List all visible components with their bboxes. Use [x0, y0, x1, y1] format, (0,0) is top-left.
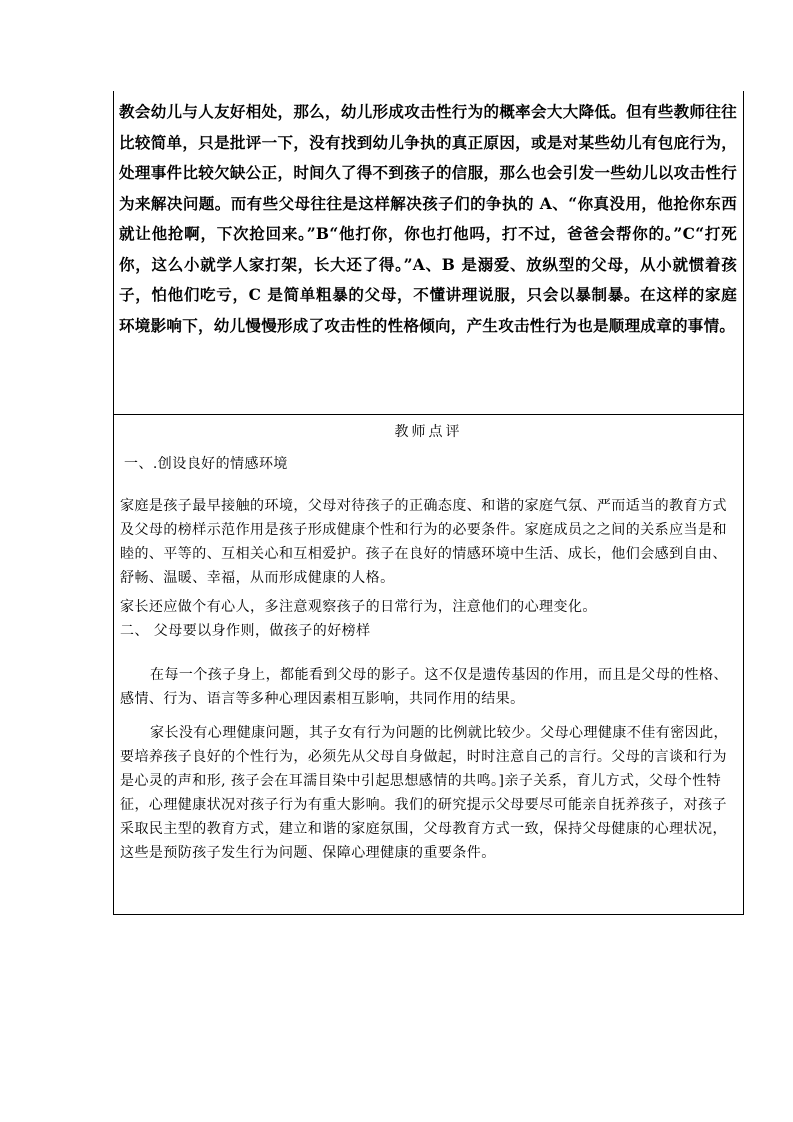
- paragraph-attentive-parent: 家长还应做个有心人，多注意观察孩子的日常行为，注意他们的心理变化。: [120, 599, 597, 615]
- paragraph-parent-shadow: 在每一个孩子身上，都能看到父母的影子。这不仅是遗传基因的作用，而且是父母的性格、感情、行为、语言等多种心理因素相互影响，共同作用的结果。: [120, 667, 728, 707]
- section-heading-emotional-environment: 一、.创设良好的情感环境: [124, 456, 288, 472]
- teacher-comment-header: 教师点评: [394, 424, 463, 440]
- document-table: [113, 91, 744, 915]
- paragraph-mental-health: 家长没有心理健康问题，其子女有行为问题的比例就比较少。父母心理健康不佳有密因此，要培养孩子良好的个性行为，必须先从父母自身做起，时时注意自己的言行。父母的言谈和行为是心灵的声和形, 孩子会在耳濡目染中引起思想感情的共鸣。]亲子关系，育儿方式，父母个性特征，心理健康状况对孩子行为有重大影响。我们的研究提示父母要尽可能亲自抚养孩子，对孩子采取民主型的教育方式，建立和谐的家庭氛围，父母教育方式一致，保持父母健康的心理状况，这些是预防孩子发生行为问题、保障心理健康的重要条件。: [120, 725, 728, 861]
- case-analysis-paragraph: 教会幼儿与人友好相处，那么，幼儿形成攻击性行为的概率会大大降低。但有些教师往往比较简单，只是批评一下，没有找到幼儿争执的真正原因，或是对某些幼儿有包庇行为，处理事件比较欠缺公正，时间久了得不到孩子的信服，那么也会引发一些幼儿以攻击性行为来解决问题。而有些父母往往是这样解决孩子们的争执的 A、“你真没用，他抢你东西就让他抢啊，下次抢回来。”B“他打你，你也打他吗，打不过，爸爸会帮你的。”C“打死你，这么小就学人家打架，长大还了得。”A、B 是溺爱、放纵型的父母，从小就惯着孩子，怕他们吃亏，C 是简单粗暴的父母，不懂讲理说服，只会以暴制暴。在这样的家庭环境影响下，幼儿慢慢形成了攻击性的性格倾向，产生攻击性行为也是顺理成章的事情。: [119, 102, 737, 335]
- paragraph-family-environment: 家庭是孩子最早接触的环境，父母对待孩子的正确态度、和谐的家庭气氛、严而适当的教育方式及父母的榜样示范作用是孩子形成健康个性和行为的必要条件。家庭成员之之间的关系应当是和睦的、平等的、互相关心和互相爱护。孩子在良好的情感环境中生活、成长，他们会感到自由、舒畅、温暖、幸福，从而形成健康的人格。: [120, 498, 727, 586]
- teacher-comment-cell: [114, 415, 743, 914]
- section-heading-role-model: 二、 父母要以身作则，做孩子的好榜样: [120, 623, 371, 639]
- case-analysis-cell: [114, 91, 743, 415]
